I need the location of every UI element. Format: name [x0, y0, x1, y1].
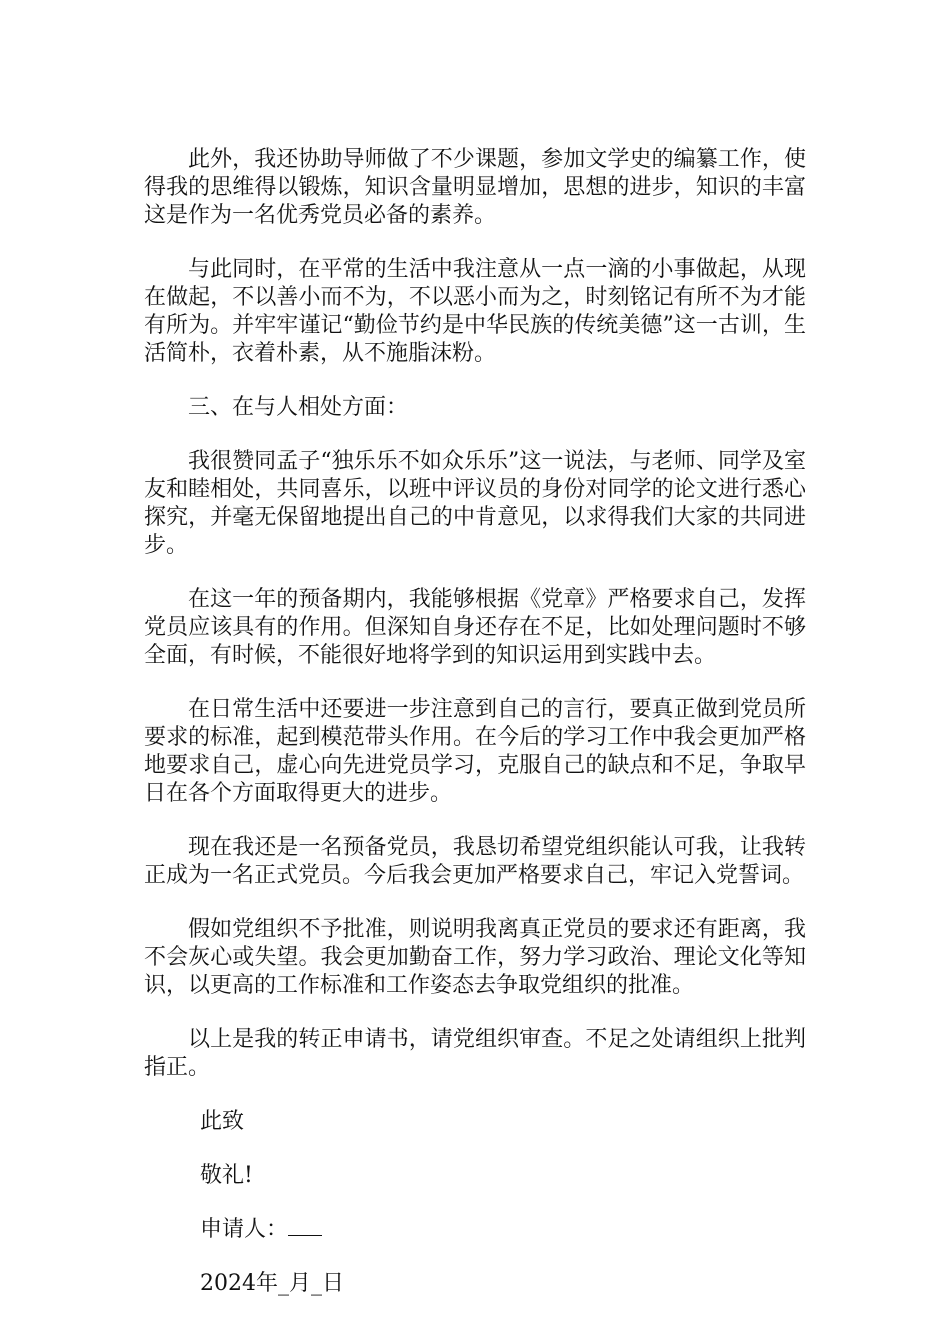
paragraph-6: 现在我还是一名预备党员，我恳切希望党组织能认可我，让我转正成为一名正式党员。今后我会更加严格要求自己，牢记入党誓词。 — [144, 835, 806, 888]
date-line: 2024年_月_日 — [200, 1271, 344, 1296]
signature-blank — [288, 1217, 322, 1236]
salutation-line: 敬礼! — [200, 1163, 253, 1188]
applicant-line — [144, 1216, 806, 1244]
closing-line: 此致 — [200, 1109, 245, 1134]
paragraph-7: 假如党组织不予批准，则说明我离真正党员的要求还有距离，我不会灰心或失望。我会更加勤奋工作，努力学习政治、理论文化等知识，以更高的工作标准和工作姿态去争取党组织的批准。 — [144, 917, 806, 998]
section-heading: 三、在与人相处方面： — [188, 395, 409, 420]
paragraph-1: 此外，我还协助导师做了不少课题，参加文学史的编纂工作，使得我的思维得以锻炼，知识含量明显增加，思想的进步，知识的丰富这是作为一名优秀党员必备的素养。 — [144, 147, 806, 228]
paragraph-8: 以上是我的转正申请书，请党组织审查。不足之处请组织上批判指正。 — [144, 1027, 806, 1080]
paragraph-3: 我很赞同孟子“独乐乐不如众乐乐”这一说法，与老师、同学及室友和睦相处，共同喜乐，以班中评议员的身份对同学的论文进行悉心探究，并毫无保留地提出自己的中肯意见，以求得我们大家的共同进步。 — [144, 449, 806, 558]
paragraph-4: 在这一年的预备期内，我能够根据《党章》严格要求自己，发挥党员应该具有的作用。但深知自身还存在不足，比如处理问题时不够全面，有时候，不能很好地将学到的知识运用到实践中去。 — [144, 587, 806, 668]
document-page — [144, 146, 806, 1324]
paragraph-5: 在日常生活中还要进一步注意到自己的言行，要真正做到党员所要求的标准，起到模范带头作用。在今后的学习工作中我会更加严格地要求自己，虚心向先进党员学习，克服自己的缺点和不足，争取早日在各个方面取得更大的进步。 — [144, 697, 806, 806]
applicant-label: 申请人： — [200, 1217, 289, 1242]
paragraph-2: 与此同时，在平常的生活中我注意从一点一滴的小事做起，从现在做起，不以善小而不为，不以恶小而为之，时刻铭记有所不为才能有所为。并牢牢谨记“勤俭节约是中华民族的传统美德”这一古训，生活简朴，衣着朴素，从不施脂沫粉。 — [144, 257, 806, 366]
